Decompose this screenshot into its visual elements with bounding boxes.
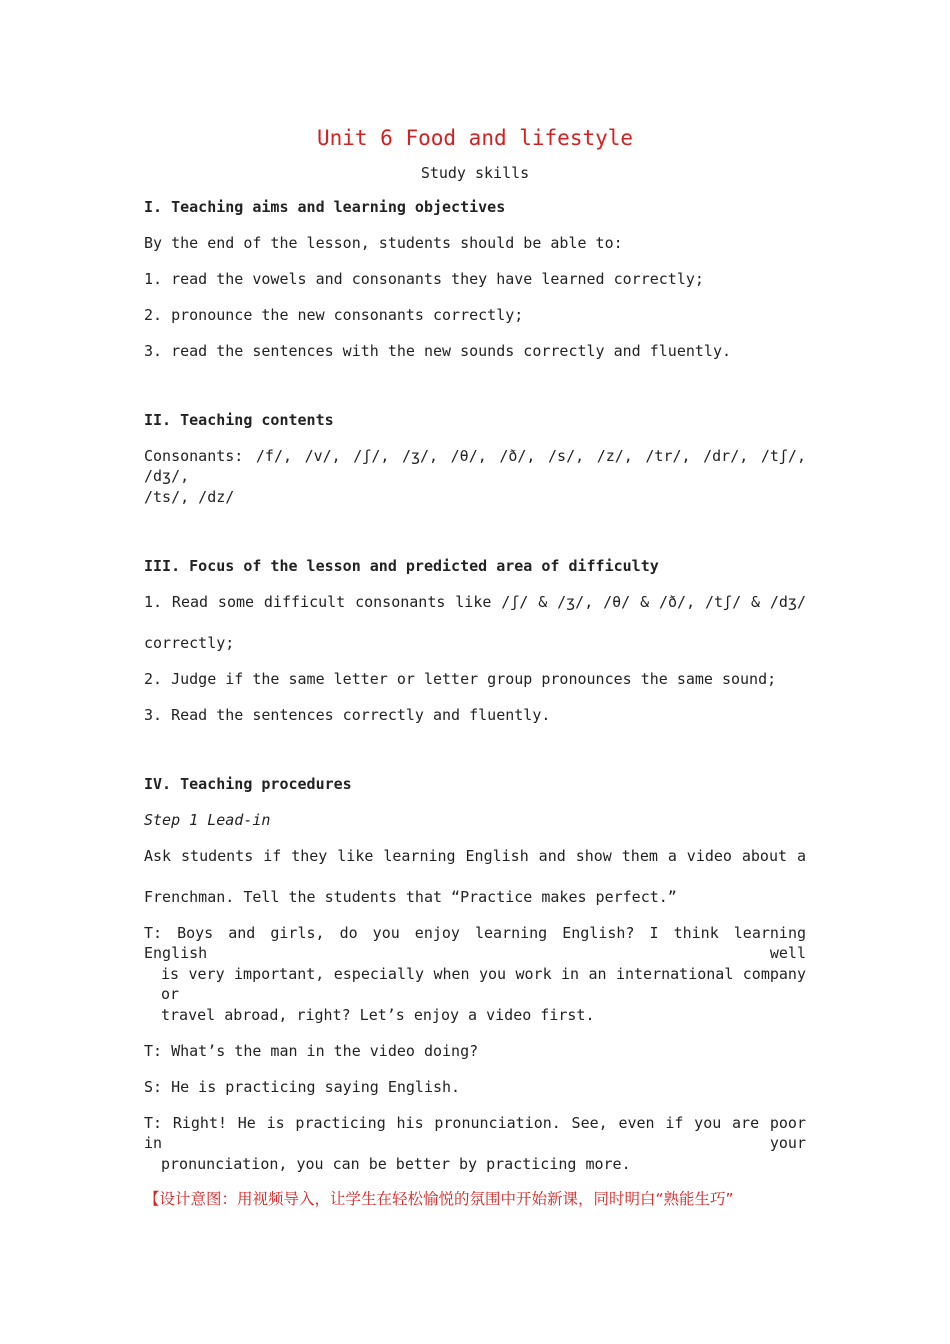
page-title: Unit 6 Food and lifestyle [316,126,634,150]
dialogue-teacher-1-line-2: is very important, especially when you work in an international company or [161,965,806,1003]
dialogue-teacher-2: T: What’s the man in the video doing? [144,1042,479,1060]
focus-item-2: 2. Judge if the same letter or letter group pronounces the same sound; [144,670,777,688]
consonants-line-1: Consonants: /f/, /v/, /ʃ/, /ʒ/, /θ/, /ð/, /s/, /z/, /tr/, /dr/, /tʃ/, /dʒ/, [144,447,806,485]
consonants-line-2: /ts/, /dz/ [144,488,235,506]
dialogue-teacher-1-line-1: T: Boys and girls, do you enjoy learning English? I think learning English well [144,924,806,962]
dialogue-teacher-1-line-3: travel abroad, right? Let’s enjoy a video first. [161,1006,595,1024]
design-intent-note: 【设计意图：用视频导入，让学生在轻松愉悦的氛围中开始新课，同时明白“熟能生巧” [144,1190,734,1208]
section-1-heading: I. Teaching aims and learning objectives [144,198,506,216]
page-subtitle: Study skills [420,164,530,182]
dialogue-teacher-3-line-1: T: Right! He is practicing his pronunciation. See, even if you are poor in your [144,1114,806,1152]
lead-in-paragraph-line-2: Frenchman. Tell the students that “Practice makes perfect.” [144,888,677,906]
objective-item-3: 3. read the sentences with the new sounds correctly and fluently. [144,342,731,360]
objective-item-2: 2. pronounce the new consonants correctly; [144,306,524,324]
lead-in-paragraph-line-1: Ask students if they like learning English and show them a video about a [144,847,806,865]
focus-item-1-line-1: 1. Read some difficult consonants like /ʃ/ & /ʒ/, /θ/ & /ð/, /tʃ/ & /dʒ/ [144,593,806,611]
dialogue-student-1: S: He is practicing saying English. [144,1078,461,1096]
dialogue-teacher-3-line-2: pronunciation, you can be better by practicing more. [161,1155,631,1173]
section-1-intro: By the end of the lesson, students should be able to: [144,234,623,252]
objective-item-1: 1. read the vowels and consonants they have learned correctly; [144,270,704,288]
section-3-heading: III. Focus of the lesson and predicted area of difficulty [144,557,659,575]
step-1-label: Step 1 Lead-in [144,811,271,829]
focus-item-3: 3. Read the sentences correctly and fluently. [144,706,551,724]
focus-item-1-line-2: correctly; [144,634,235,652]
section-4-heading: IV. Teaching procedures [144,775,352,793]
section-2-heading: II. Teaching contents [144,411,334,429]
